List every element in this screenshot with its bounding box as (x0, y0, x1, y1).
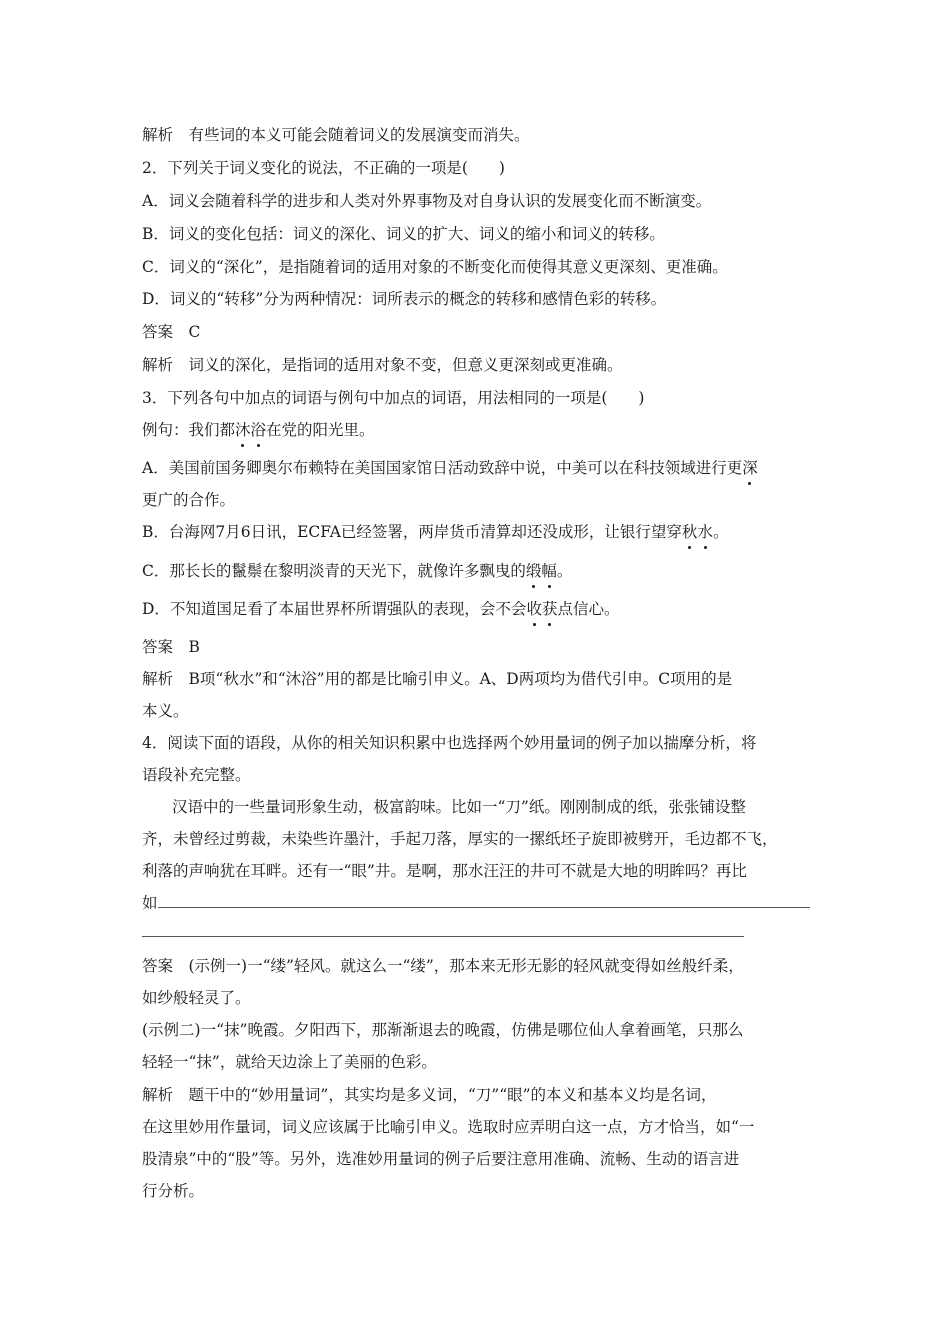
example-text: 例句：我们都 (142, 421, 236, 439)
q3-option-c (142, 561, 572, 581)
dotted-char: 沐 (235, 421, 251, 439)
q4-passage-line: 齐，未曾经过剪裁，未染些许墨汁，手起刀落，厚实的一摞纸坯子旋即被劈开，毛边都不飞， (142, 830, 778, 848)
q2-answer: 答案 C (142, 323, 201, 341)
q4-stem-line2: 语段补充完整。 (142, 766, 251, 784)
q4-analysis-line: 在这里妙用作量词，词义应该属于比喻引申义。选取时应弄明白这一点，方才恰当，如“一 (142, 1118, 755, 1136)
dotted-char: 水 (697, 523, 713, 541)
q3-option-a-line1 (142, 458, 758, 478)
option-text: D．不知道国足看了本届世界杯所谓强队的表现，会不会 (142, 600, 527, 618)
dotted-char: 获 (541, 600, 558, 618)
q4-answer-line: 答案 (示例一)一“缕”轻风。就这么一“缕”，那本来无形无影的轻风就变得如丝般纤柔， (142, 957, 744, 975)
q4-passage-line: 利落的声响犹在耳畔。还有一“眼”井。是啊，那水汪汪的井可不就是大地的明眸吗？再比 (142, 862, 747, 880)
q4-answer-line: (示例二)一“抹”晚霞。夕阳西下，那渐渐退去的晚霞，仿佛是哪位仙人拿着画笔，只那么 (142, 1021, 744, 1039)
q2-option-d: D．词义的“转移”分为两种情况：词所表示的概念的转移和感情色彩的转移。 (142, 290, 667, 308)
q4-answer-line: 轻轻一“抹”，就给天边涂上了美丽的色彩。 (142, 1053, 437, 1071)
q3-analysis-line2: 本义。 (142, 702, 189, 720)
q2-option-b: B．词义的变化包括：词义的深化、词义的扩大、词义的缩小和词义的转移。 (142, 225, 665, 243)
option-text: 。 (712, 523, 729, 541)
q4-stem-line1: 4．阅读下面的语段，从你的相关知识积累中也选择两个妙用量词的例子加以揣摩分析，将 (142, 734, 757, 752)
q4-blank-lead: 如 (142, 894, 158, 912)
example-text: 在党的阳光里。 (266, 421, 375, 439)
q4-analysis-line: 行分析。 (142, 1182, 205, 1200)
option-text: A．美国前国务卿奥尔布赖特在美国国家馆日活动致辞中说，中美可以在科技领域进行更 (142, 459, 743, 477)
q4-answer-line: 如纱般轻灵了。 (142, 989, 251, 1007)
q4-analysis-line: 解析 题干中的“妙用量词”，其实均是多义词，“刀”“眼”的本义和基本义均是名词， (142, 1086, 717, 1104)
option-text: 点信心。 (557, 600, 620, 618)
option-text: 。 (556, 562, 573, 580)
q3-option-a-line2: 更广的合作。 (142, 491, 236, 509)
answer-blank-line (158, 907, 810, 908)
dotted-char: 收 (526, 600, 542, 618)
q2-option-a: A．词义会随着科学的进步和人类对外界事物及对自身认识的发展变化而不断演变。 (142, 192, 712, 210)
option-text: C．那长长的鬣鬃在黎明淡青的天光下，就像许多飘曳的 (142, 562, 526, 580)
dotted-char: 浴 (250, 421, 267, 439)
q3-option-d (142, 599, 619, 619)
dotted-char: 深 (742, 459, 758, 477)
option-text: B．台海网7月6日讯，ECFA已经签署，两岸货币清算却还没成形，让银行望穿 (142, 523, 682, 541)
answer-blank-line (142, 936, 744, 937)
q3-stem: 3．下列各句中加点的词语与例句中加点的词语，用法相同的一项是( ) (142, 389, 645, 407)
q2-option-c: C．词义的“深化”，是指随着词的适用对象的不断变化而使得其意义更深刻、更准确。 (142, 258, 728, 276)
q4-passage-line: 汉语中的一些量词形象生动，极富韵味。比如一“刀”纸。刚刚制成的纸，张张铺设整 (172, 798, 746, 816)
q3-example (142, 420, 375, 440)
q2-analysis: 解析 词义的深化，是指词的适用对象不变，但意义更深刻或更准确。 (142, 356, 623, 374)
dotted-char: 秋 (681, 523, 698, 541)
q4-analysis-line: 股清泉”中的“股”等。另外，选准妙用量词的例子后要注意用准确、流畅、生动的语言进 (142, 1150, 740, 1168)
q2-stem: 2．下列关于词义变化的说法，不正确的一项是( ) (142, 159, 505, 177)
q1-analysis: 解析 有些词的本义可能会随着词义的发展演变而消失。 (142, 126, 530, 144)
q3-option-b (142, 522, 728, 542)
q3-answer: 答案 B (142, 638, 200, 656)
dotted-char: 缎 (525, 562, 542, 580)
dotted-char: 幅 (541, 562, 557, 580)
q3-analysis-line1: 解析 B项“秋水”和“沐浴”用的都是比喻引申义。A、D两项均为借代引申。C项用的是 (142, 670, 733, 688)
